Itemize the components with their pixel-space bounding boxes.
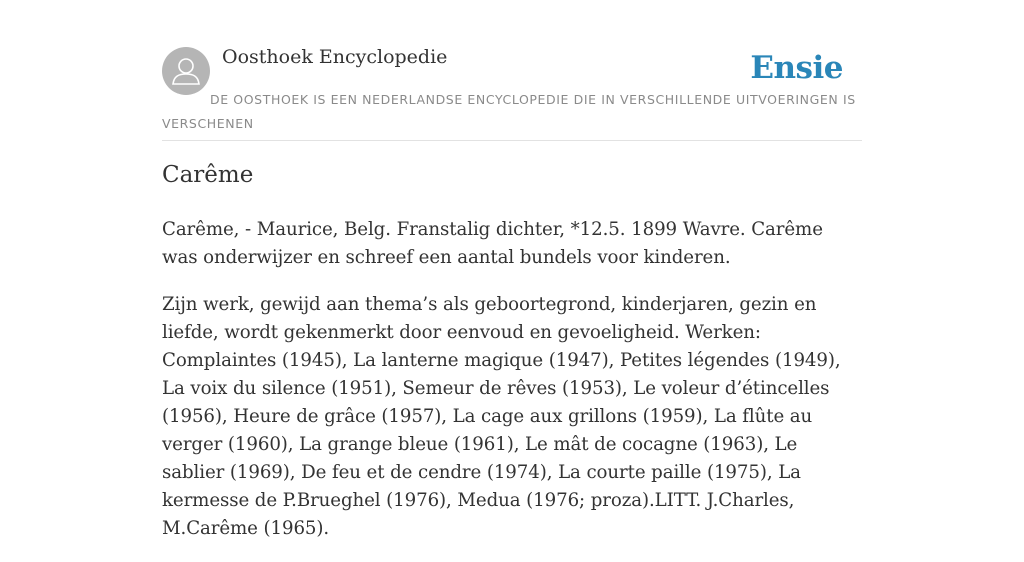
page-container [162, 0, 862, 539]
site-name[interactable]: Oosthoek Encyclopedie [222, 46, 448, 68]
site-header [162, 0, 862, 141]
article-title: Carême [162, 162, 254, 188]
article-body [162, 216, 862, 562]
article-paragraph: Zijn werk, gewijd aan thema’s als geboortegrond, kinderjaren, gezin en liefde, wordt gekenmerkt door eenvoud en gevoeligheid. Werken: Complaintes (1945), La lanterne magique (1947), Petites légendes (1949), La voix du silence (1951), Semeur de rêves (1953), Le voleur d’étincelles (1956), Heure de grâce (1957), La cage aux grillons (1959), La flûte au verger (1960), La grange bleue (1961), Le mât de cocagne (1963), Le sablier (1969), De feu et de cendre (1974), La courte paille (1975), La kermesse de P.Brueghel (1976), Medua (1976; proza).LITT. J.Charles, M.Carême (1965). [162, 294, 841, 539]
site-tagline: DE OOSTHOEK IS EEN NEDERLANDSE ENCYCLOPEDIE DIE IN VERSCHILLENDE UITVOERINGEN IS VERSCHENEN [162, 92, 856, 131]
brand-logo[interactable]: Ensie [750, 50, 843, 86]
article-paragraph: Carême, - Maurice, Belg. Franstalig dichter, *12.5. 1899 Wavre. Carême was onderwijzer en schreef een aantal bundels voor kinderen. [162, 219, 823, 268]
